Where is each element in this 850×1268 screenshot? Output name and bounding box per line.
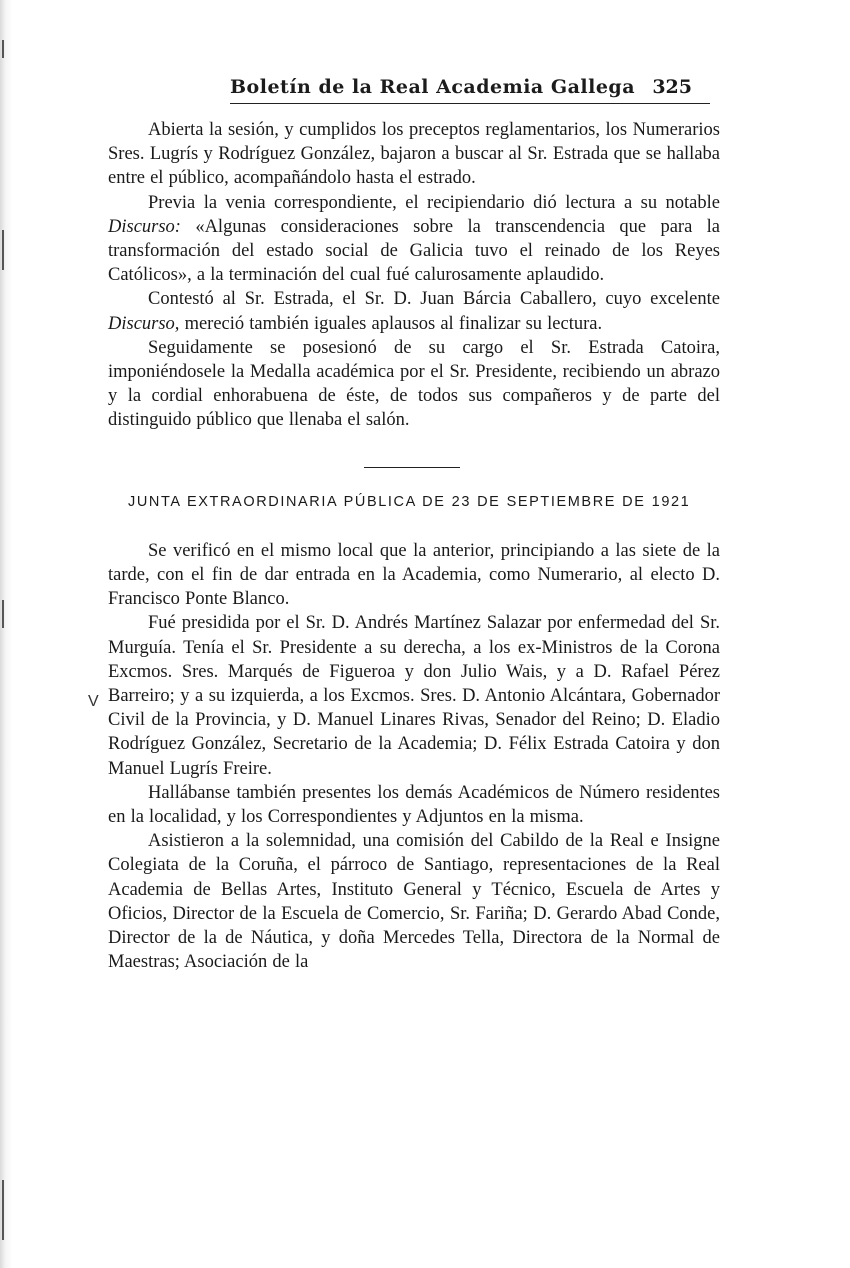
section-heading: JUNTA EXTRAORDINARIA PÚBLICA DE 23 DE SEPTIEMBRE DE 1921 (128, 493, 691, 510)
margin-annotation: V (88, 693, 99, 710)
paragraph-investiture: Seguidamente se posesionó de su cargo el Sr. Estrada Catoira, imponiéndosele la Medalla académica por el Sr. Presidente, recibiendo un abrazo y la cordial enhorabuena de éste, de todos sus compañeros y de parte del distinguido público que llenaba el salón. (108, 337, 720, 431)
paragraph-reply-discourse (108, 287, 720, 335)
page-body (108, 118, 720, 975)
running-title: Boletín de la Real Academia Gallega (230, 76, 636, 98)
italic-discurso: Discurso: (108, 216, 181, 237)
paragraph-discourse-reading (108, 191, 720, 288)
spine-mark (2, 1180, 4, 1240)
header-rule (230, 103, 710, 104)
spine-mark (2, 40, 4, 58)
paragraph-meeting-location: Se verificó en el mismo local que la anterior, principiando a las siete de la tarde, con el fin de dar entrada en la Academia, como Numerario, al electo D. Francisco Ponte Blanco. (108, 540, 720, 610)
spine-mark (2, 230, 4, 270)
paragraph-presidency: Fué presidida por el Sr. D. Andrés Martínez Salazar por enfermedad del Sr. Murguía. Tenía el Sr. Presidente a su derecha, a los ex-Ministros de la Corona Excmos. Sres. Marqués de Figueroa y don Julio Wais, y a D. Rafael Pérez Barreiro; y a su izquierda, a los Excmos. Sres. D. Antonio Alcántara, Gobernador Civil de la Provincia, y D. Manuel Linares Rivas, Senador del Reino; D. Eladio Rodríguez González, Secretario de la Academia; D. Félix Estrada Catoira y don Manuel Lugrís Freire. (108, 613, 720, 779)
paragraph-academicians-present: Hallábanse también presentes los demás Académicos de Número residentes en la localidad, y los Correspondientes y Adjuntos en la misma. (108, 782, 720, 828)
text-run: «Algunas consideraciones sobre la transcendencia que para la transformación del estado social de Galicia tuvo el reinado de los Reyes Católicos», a la terminación del cual fué calurosamente aplaudido. (108, 216, 720, 286)
text-run: Previa la venia correspondiente, el recipiendario dió lectura a su notable (148, 192, 720, 213)
spine-mark (2, 600, 4, 628)
paragraph-session-opened: Abierta la sesión, y cumplidos los preceptos reglamentarios, los Numerarios Sres. Lugrís y Rodríguez González, bajaron a buscar al Sr. Estrada que se hallaba entre el público, acompañándolo hasta el estrado. (108, 120, 720, 189)
section-divider (364, 467, 460, 468)
text-run: mereció también iguales aplausos al finalizar su lectura. (179, 313, 603, 334)
page-header (230, 73, 710, 103)
italic-discurso: Discurso, (108, 313, 180, 334)
page-number: 325 (652, 76, 692, 98)
paragraph-attendees: Asistieron a la solemnidad, una comisión del Cabildo de la Real e Insigne Colegiata de la Coruña, el párroco de Santiago, representaciones de la Real Academia de Bellas Artes, Instituto General y Técnico, Escuela de Artes y Oficios, Director de la Escuela de Comercio, Sr. Fariña; D. Gerardo Abad Conde, Director de la de Náutica, y doña Mercedes Tella, Directora de la Normal de Maestras; Asociación de la (108, 831, 720, 973)
page-spine-edge (0, 0, 12, 1268)
text-run: Contestó al Sr. Estrada, el Sr. D. Juan Bárcia Caballero, cuyo excelente (148, 289, 720, 310)
